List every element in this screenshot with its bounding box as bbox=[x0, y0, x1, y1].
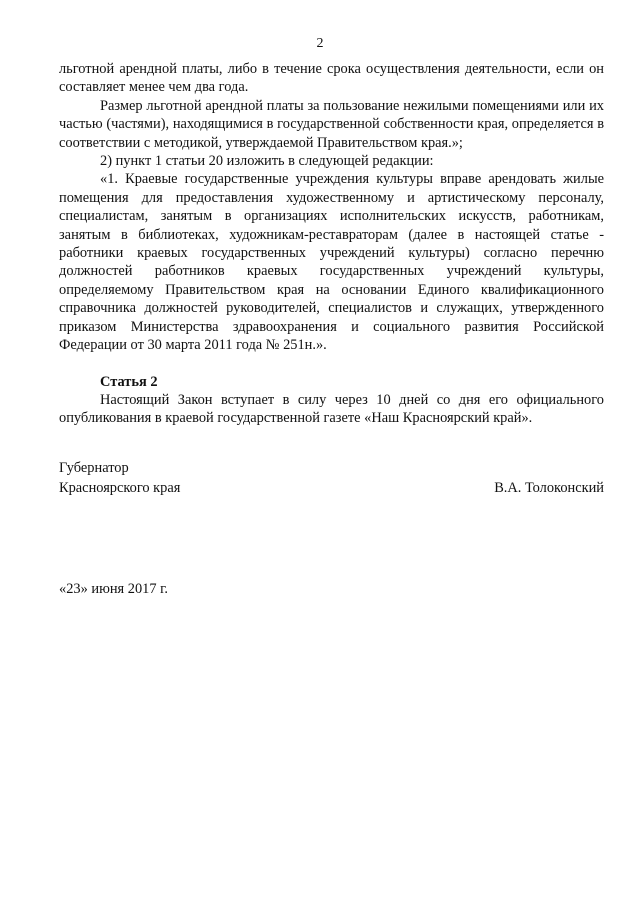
page-number: 2 bbox=[316, 36, 324, 51]
paragraph-rent-size: Размер льготной арендной платы за пользование нежилыми помещениями или их частью (частями), находящимися в государственной собственности края, определяется в соответствии с методикой, утверждаемой Правительством края.»; bbox=[59, 97, 604, 151]
signature-block bbox=[59, 458, 604, 498]
article-2-text: Настоящий Закон вступает в силу через 10 дней со дня его официального опубликования в краевой государственной газете «Наш Красноярский край». bbox=[59, 391, 604, 427]
article-2-heading: Статья 2 bbox=[100, 373, 158, 390]
signatory-title-line-1: Губернатор bbox=[59, 460, 129, 476]
signatory-title-line-2: Красноярского края bbox=[59, 480, 181, 496]
paragraph-amendment-text: «1. Краевые государственные учреждения культуры вправе арендовать жилые помещения для предоставления художественному и артистическому персоналу, специалистам, занятым в организациях исполнительских искусств, работникам, занятым в библиотеках, художникам-реставраторам (далее в настоящей статье - работники краевых государственных учреждений культуры) согласно перечню должностей работников краевых государственных учреждений культуры, определяемому Правительством края на основании Единого квалификационного справочника должностей руководителей, специалистов и служащих, утвержденного приказом Министерства здравоохранения и социального развития Российской Федерации от 30 марта 2011 года № 251н.». bbox=[59, 171, 604, 354]
signing-date: «23» июня 2017 г. bbox=[59, 581, 169, 597]
paragraph-amendment-intro: 2) пункт 1 статьи 20 изложить в следующей редакции: bbox=[100, 153, 434, 170]
signatory-name: В.А. Толоконский bbox=[494, 480, 604, 496]
paragraph-continuation: льготной арендной платы, либо в течение срока осуществления деятельности, если он составляет менее чем два года. bbox=[59, 61, 604, 96]
document-body bbox=[59, 60, 604, 428]
